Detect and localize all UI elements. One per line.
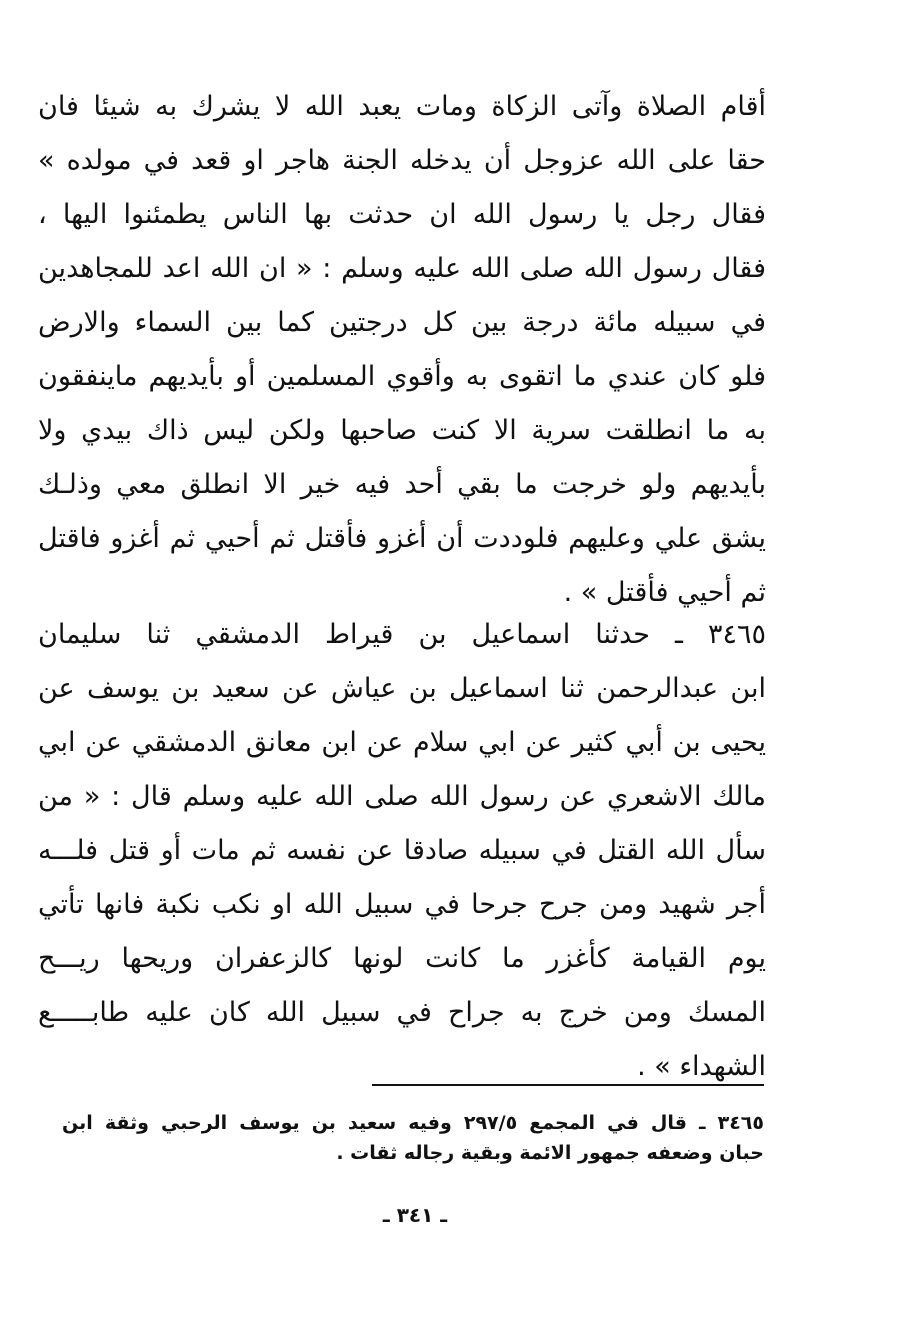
text-line: يشق علي وعليهم فلوددت أن أغزو فأقتل ثم أحيي ثم أغزو فاقتل — [38, 523, 766, 554]
hadith-heading-line: ٣٤٦٥ ـ حدثنا اسماعيل بن قيراط الدمشقي ثنا سليمان — [38, 619, 766, 650]
page-number: ـ ٣٤١ ـ — [382, 1203, 448, 1227]
text-line: فلو كان عندي ما اتقوى به وأقوي المسلمين أو بأيديهم ماينفقون — [38, 361, 766, 392]
text-line: يوم القيامة كأغزر ما كانت لونها كالزعفران وريحها ريـــح — [38, 943, 766, 974]
text-line: مالك الاشعري عن رسول الله صلى الله عليه وسلم قال : « من — [38, 781, 766, 812]
text-line: فقال رجل يا رسول الله ان حدثت بها الناس يطمئنوا اليها ، — [38, 199, 766, 230]
hadith-3465 — [38, 608, 766, 1094]
footnote-line: ٣٤٦٥ ـ قال في المجمع ٢٩٧/٥ وفيه سعيد بن يوسف الرحبي وثقة ابن — [62, 1112, 764, 1134]
footnote-separator — [372, 1084, 764, 1086]
text-line: سأل الله القتل في سبيله صادقا عن نفسه ثم مات أو قتل فلـــه — [38, 835, 766, 866]
text-line: في سبيله مائة درجة بين كل درجتين كما بين السماء والارض — [38, 307, 766, 338]
footnote-line: حبان وضعفه جمهور الائمة وبقية رجاله ثقات . — [336, 1142, 764, 1164]
text-line: به ما انطلقت سرية الا كنت صاحبها ولكن ليس ذاك بيدي ولا — [38, 415, 766, 446]
text-line: يحيى بن أبي كثير عن ابي سلام عن ابن معانق الدمشقي عن ابي — [38, 727, 766, 758]
text-line: أجر شهيد ومن جرح جرحا في سبيل الله او نكب نكبة فانها تأتي — [38, 889, 766, 920]
text-line: بأيديهم ولو خرجت ما بقي أحد فيه خير الا انطلق معي وذلـك — [38, 469, 766, 500]
text-line: ثم أحيي فأقتل » . — [563, 577, 766, 608]
text-line: ابن عبدالرحمن ثنا اسماعيل بن عياش عن سعيد بن يوسف عن — [38, 673, 766, 704]
text-line: فقال رسول الله صلى الله عليه وسلم : « ان الله اعد للمجاهدين — [38, 253, 766, 284]
text-line: أقام الصلاة وآتى الزكاة ومات يعبد الله لا يشرك به شيئا فان — [38, 91, 766, 122]
footnote — [62, 1108, 764, 1168]
text-line: المسك ومن خرج به جراح في سبيل الله كان عليه طابـــــع — [38, 997, 766, 1028]
paragraph-continuation — [38, 80, 766, 620]
text-line: حقا على الله عزوجل أن يدخله الجنة هاجر او قعد في مولده » — [38, 145, 766, 176]
text-line: الشهداء » . — [637, 1051, 766, 1082]
